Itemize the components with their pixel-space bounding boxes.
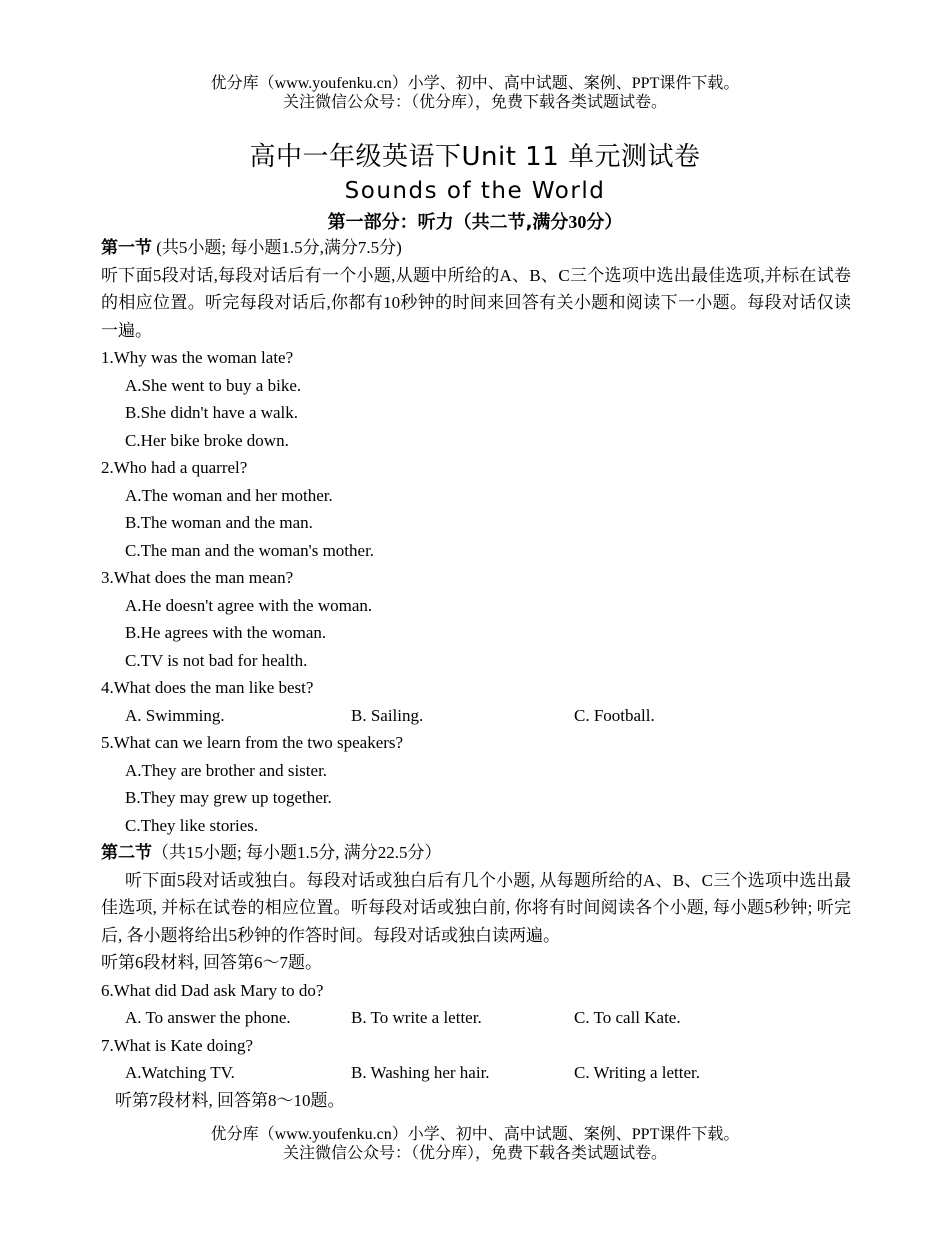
footer-line-1: 优分库（www.youfenku.cn）小学、初中、高中试题、案例、PPT课件下载。 <box>210 1126 740 1143</box>
question-7: 7.What is Kate doing? <box>101 1035 254 1055</box>
question-3-option-b: B.He agrees with the woman. <box>125 623 327 642</box>
question-5: 5.What can we learn from the two speakers? <box>101 733 404 752</box>
question-7-options <box>101 1059 851 1087</box>
question-4-option-c: C. Football. <box>574 705 655 725</box>
footer-line-2: 关注微信公众号：（优分库），免费下载各类试题试卷。 <box>282 1145 667 1162</box>
question-1-option-c: C.Her bike broke down. <box>125 430 289 450</box>
header-line-2: 关注微信公众号：（优分库），免费下载各类试题试卷。 <box>282 94 667 111</box>
question-2-option-b: B.The woman and the man. <box>125 513 313 532</box>
section1-instructions: 听下面5段对话,每段对话后有一个小题,从题中所给的A、B、C三个选项中选出最佳选项,并标在试卷的相应位置。听完每段对话后,你都有10秒钟的时间来回答有关小题和阅读下一小题。每段对话仅读一遍。 <box>101 265 851 340</box>
header-line-1: 优分库（www.youfenku.cn）小学、初中、高中试题、案例、PPT课件下载。 <box>210 75 740 92</box>
part-score: 30 <box>568 212 587 232</box>
section2-heading <box>101 839 851 867</box>
question-1-option-b: B.She didn't have a walk. <box>125 403 299 422</box>
part-label: 第一部分：听力（共二节,满分 <box>327 212 569 233</box>
part-end: 分） <box>586 212 623 233</box>
question-2-option-c: C.The man and the woman's mother. <box>125 540 375 560</box>
question-2-option-a: A.The woman and her mother. <box>125 485 333 505</box>
question-5-option-b: B.They may grew up together. <box>125 788 332 807</box>
section2-instructions: 听下面5段对话或独白。每段对话或独白后有几个小题, 从每题所给的A、B、C三个选项中选出最佳选项, 并标在试卷的相应位置。听每段对话或独白前, 你将有时间阅读各个小题, 每小题5秒钟; 听完后, 各小题将给出5秒钟的作答时间。每段对话或独白读两遍。 <box>101 870 851 945</box>
question-2: 2.Who had a quarrel? <box>101 458 248 477</box>
section1-heading <box>101 234 851 262</box>
question-7-option-b: B. Washing her hair. <box>351 1063 490 1082</box>
question-4: 4.What does the man like best? <box>101 678 314 697</box>
section2-info: （共15小题; 每小题1.5分, 满分22.5分） <box>152 843 442 862</box>
material-7-note: 听第7段材料, 回答第8～10题。 <box>115 1090 345 1110</box>
question-3-option-a: A.He doesn't agree with the woman. <box>125 595 373 615</box>
page-header <box>0 74 950 112</box>
material-6-note: 听第6段材料, 回答第6～7题。 <box>101 953 322 972</box>
question-7-option-a: A.Watching TV. <box>125 1063 235 1082</box>
question-4-option-b: B. Sailing. <box>351 705 424 725</box>
section1-info: (共5小题; 每小题1.5分,满分7.5分) <box>152 238 402 257</box>
question-6-option-a: A. To answer the phone. <box>125 1008 291 1027</box>
question-3: 3.What does the man mean? <box>101 568 294 587</box>
question-5-option-c: C.They like stories. <box>125 815 259 835</box>
question-6-option-c: C. To call Kate. <box>574 1008 681 1027</box>
exam-body <box>101 234 851 1114</box>
question-4-options <box>101 702 851 730</box>
section2-label: 第二节 <box>101 843 152 863</box>
exam-subtitle: Sounds of the World <box>344 178 606 204</box>
question-3-option-c: C.TV is not bad for health. <box>125 650 308 670</box>
question-7-option-c: C. Writing a letter. <box>574 1063 701 1082</box>
question-1-option-a: A.She went to buy a bike. <box>125 375 302 395</box>
question-1: 1.Why was the woman late? <box>101 348 294 367</box>
question-5-option-a: A.They are brother and sister. <box>125 760 328 780</box>
question-6-option-b: B. To write a letter. <box>351 1008 482 1027</box>
exam-title: 高中一年级英语下Unit 11 单元测试卷 <box>249 142 701 172</box>
section1-label: 第一节 <box>101 238 152 258</box>
page-footer <box>0 1125 950 1163</box>
part-heading <box>0 208 950 234</box>
question-6-options <box>101 1004 851 1032</box>
question-4-option-a: A. Swimming. <box>125 705 225 725</box>
question-6: 6.What did Dad ask Mary to do? <box>101 980 324 1000</box>
